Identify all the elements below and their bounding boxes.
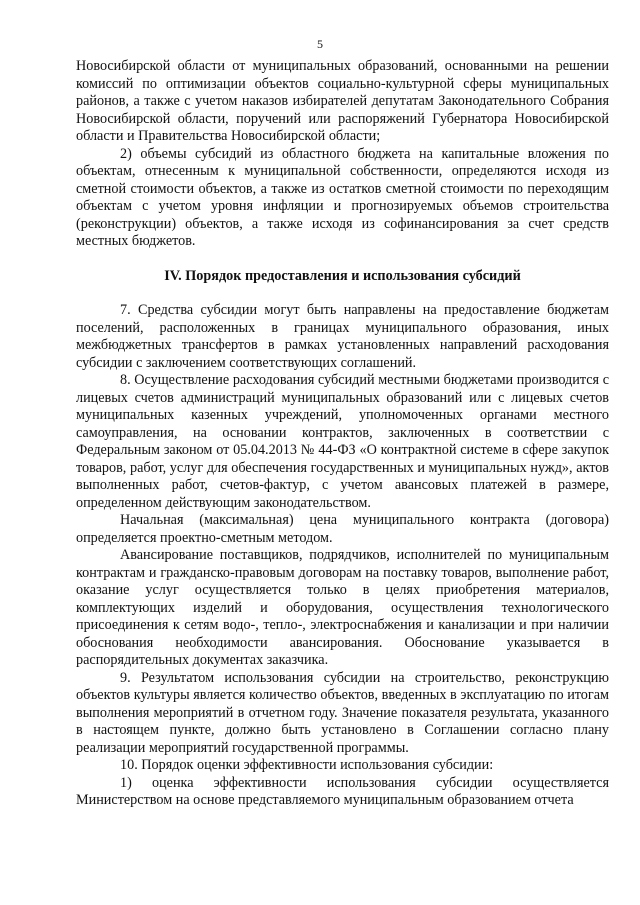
paragraph-item-2: 2) объемы субсидий из областного бюджета на капитальные вложения по объектам, отнесенным к муниципальной собственности, определяются исходя из сметной стоимости объектов, а также из остатков сметной стоимости по переходящим объектам с учетом уровня инфляции и прогнозируемых объемов строительства (реконструкции) объектов, а также исходя из софинансирования за счет средств местных бюджетов. bbox=[76, 145, 609, 249]
paragraph-continued: Новосибирской области от муниципальных образований, основанными на решении комиссий по оптимизации объектов социально-культурной сферы муниципальных районов, а также с учетом наказов избирателей депутатам Законодательного Собрания Новосибирской области, поручений или распоряжений Губернатора Новосибирской области и Правительства Новосибирской области; bbox=[76, 58, 609, 144]
page-number: 5 bbox=[317, 37, 323, 51]
section-heading: IV. Порядок предоставления и использования субсидий bbox=[164, 267, 521, 284]
paragraph-item-10-1: 1) оценка эффективности использования субсидии осуществляется Министерством на основе представляемого муниципальным образованием отчета bbox=[76, 774, 609, 808]
paragraph-item-8: 8. Осуществление расходования субсидий местными бюджетами производится с лицевых счетов администраций муниципальных образований или с лицевых счетов муниципальных казенных учреждений, уполномоченных органами местного самоуправления, на основании контрактов, заключенных в соответствии с Федеральным законом от 05.04.2013 № 44-ФЗ «О контрактной системе в сфере закупок товаров, работ, услуг для обеспечения государственных и муниципальных нужд», актов выполненных работ, счетов-фактур, с учетом авансовых платежей в размере, определенном действующим законодательством. bbox=[76, 372, 609, 511]
paragraph-item-7: 7. Средства субсидии могут быть направлены на предоставление бюджетам поселений, расположенных в границах муниципального образования, иных межбюджетных трансфертов в рамках установленных направлений расходования субсидии с заключением соответствующих соглашений. bbox=[76, 302, 609, 371]
paragraph-item-9: 9. Результатом использования субсидии на строительство, реконструкцию объектов культуры является количество объектов, введенных в эксплуатацию по итогам выполнения мероприятий в отчетном году. Значение показателя результата, указанного в настоящем пункте, должно быть установлено в Соглашении согласно плану реализации мероприятий государственной программы. bbox=[76, 669, 609, 756]
paragraph-item-10: 10. Порядок оценки эффективности использования субсидии: bbox=[120, 757, 494, 773]
paragraph-advance-payment: Авансирование поставщиков, подрядчиков, исполнителей по муниципальным контрактам и гражданско-правовым договорам на поставку товаров, выполнение работ, оказание услуг осуществляется только в целях приобретения материалов, комплектующих изделий и оборудования, осуществления технологического присоединения к сетям водо-, тепло-, электроснабжения и канализации и при наличии обоснования необходимости авансирования. Обоснование указывается в распорядительных документах заказчика. bbox=[76, 547, 609, 668]
document-body bbox=[76, 58, 609, 810]
paragraph-initial-price: Начальная (максимальная) цена муниципального контракта (договора) определяется проектно-сметным методом. bbox=[76, 512, 609, 546]
